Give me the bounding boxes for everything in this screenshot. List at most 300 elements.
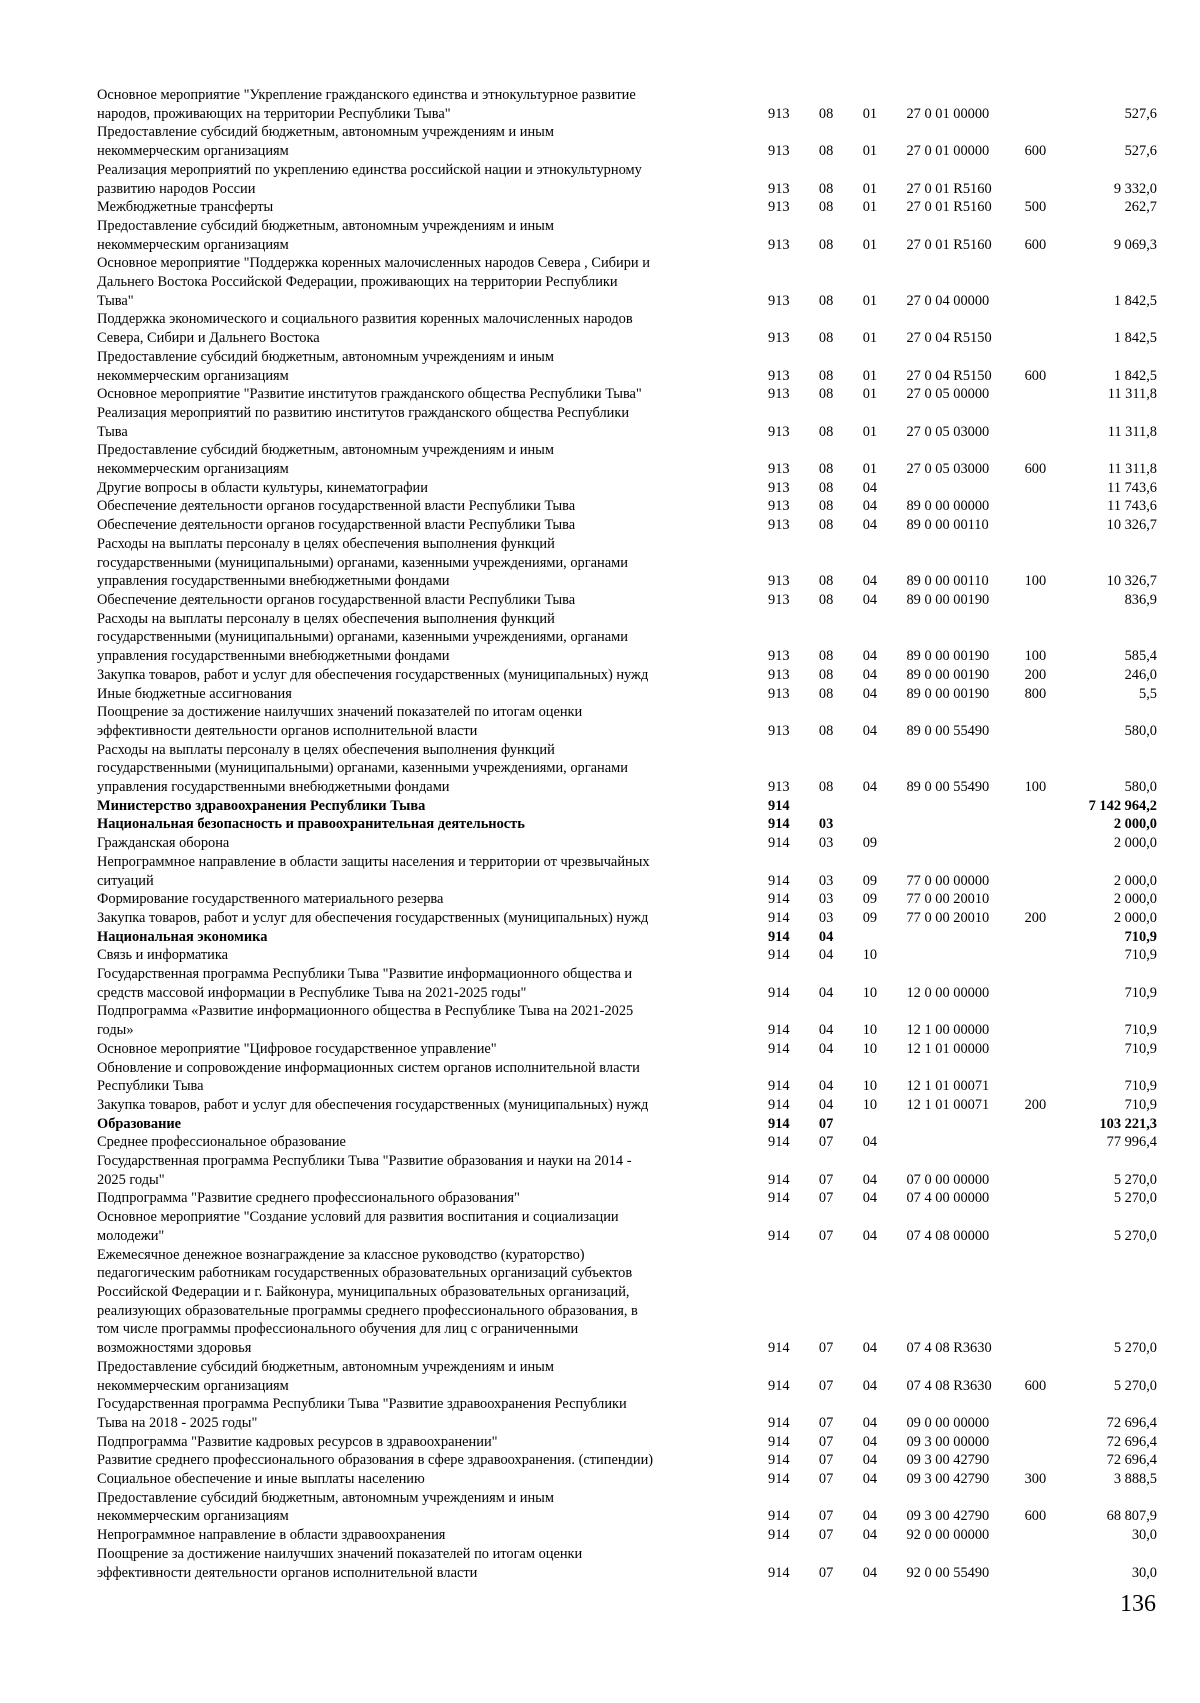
amount: 30,0	[1131, 1527, 1157, 1544]
subsection-code: 04	[862, 1414, 878, 1431]
table-row	[97, 497, 1157, 516]
table-row	[97, 1358, 1157, 1395]
row-name	[97, 1470, 768, 1489]
ministry-code: 913	[768, 105, 790, 122]
amount: 5 270,0	[1113, 1377, 1157, 1394]
expense-type-code	[1025, 1115, 1066, 1134]
amount: 72 696,4	[1106, 1452, 1157, 1469]
row-name	[97, 1152, 768, 1189]
table-row	[97, 666, 1157, 685]
row-name-line: Дальнего Востока Российской Федерации, проживающих на территории Республики	[97, 274, 618, 291]
ministry-code: 914	[768, 872, 790, 889]
row-name-line: Основное мероприятие "Укрепление гражданского единства и этнокультурное развитие	[97, 87, 636, 103]
ministry-code: 913	[768, 479, 790, 496]
ministry-code: 913	[768, 292, 790, 309]
subsection-code: 04	[862, 666, 878, 683]
section-code: 04	[818, 984, 834, 1001]
subsection-code: 01	[862, 236, 878, 253]
amount: 710,9	[1124, 947, 1157, 964]
row-name	[97, 1526, 768, 1545]
row-name	[97, 1189, 768, 1208]
row-name	[97, 1451, 768, 1470]
row-name-line: Предоставление субсидий бюджетным, автономным учреждениям и иным	[97, 124, 554, 141]
row-name-line: Ежемесячное денежное вознаграждение за классное руководство (кураторство)	[97, 1246, 585, 1263]
table-row	[97, 404, 1157, 441]
row-name-line: управления государственными внебюджетными фондами	[97, 573, 450, 590]
expense-type-code: 600	[1024, 236, 1047, 253]
table-row	[97, 797, 1157, 816]
section-code: 04	[818, 1078, 834, 1095]
row-name-line: Развитие среднего профессионального образования в сфере здравоохранения. (стипендии)	[97, 1452, 654, 1469]
ministry-code: 913	[768, 498, 790, 515]
amount: 580,0	[1124, 722, 1157, 739]
amount: 5 270,0	[1113, 1171, 1157, 1188]
target-article-code: 12 1 00 00000	[906, 1022, 990, 1039]
amount: 710,9	[1124, 984, 1157, 1001]
ministry-code: 913	[768, 199, 790, 216]
ministry-code: 914	[768, 1508, 790, 1525]
target-article-code: 89 0 00 00110	[906, 573, 989, 590]
expense-type-code	[1025, 928, 1066, 947]
amount: 2 000,0	[1113, 835, 1157, 852]
section-code: 08	[818, 666, 834, 683]
expense-type-code	[1025, 1246, 1066, 1358]
expense-type-code: 600	[1024, 461, 1047, 478]
row-name	[97, 591, 768, 610]
row-name-line: Подпрограмма "Развитие кадровых ресурсов в здравоохранении"	[97, 1433, 498, 1450]
ministry-code: 914	[768, 1078, 790, 1095]
amount: 5,5	[1139, 685, 1157, 702]
row-name-line: Другие вопросы в области культуры, кинематографии	[97, 479, 428, 496]
amount: 246,0	[1124, 666, 1157, 683]
row-name	[97, 348, 768, 385]
section-code: 04	[818, 928, 834, 945]
expense-type-code	[1025, 1526, 1066, 1545]
subsection-code: 04	[862, 1564, 878, 1581]
target-article-code	[906, 834, 1024, 853]
ministry-code: 914	[768, 797, 790, 814]
ministry-code: 914	[768, 1564, 790, 1581]
table-row	[97, 385, 1157, 404]
row-name-line: Основное мероприятие "Поддержка коренных малочисленных народов Севера , Сибири и	[97, 255, 650, 272]
row-name-line: Предоставление субсидий бюджетным, автономным учреждениям и иным	[97, 1489, 554, 1506]
amount: 11 743,6	[1107, 479, 1157, 496]
budget-table	[97, 86, 1157, 1582]
section-code: 08	[818, 367, 834, 384]
amount: 710,9	[1124, 1078, 1157, 1095]
expense-type-code	[1025, 497, 1066, 516]
row-name	[97, 123, 768, 160]
row-name-line: Государственная программа Республики Тыва "Развитие информационного общества и	[97, 966, 633, 983]
amount: 527,6	[1124, 143, 1157, 160]
section-code: 04	[818, 1022, 834, 1039]
row-name-line: Основное мероприятие "Цифровое государственное управление"	[97, 1040, 497, 1057]
ministry-code: 913	[768, 648, 790, 665]
row-name	[97, 404, 768, 441]
section-code: 04	[818, 1096, 834, 1113]
expense-type-code	[1025, 516, 1066, 535]
table-row	[97, 1059, 1157, 1096]
expense-type-code: 200	[1024, 666, 1047, 683]
expense-type-code	[1025, 1208, 1066, 1245]
amount: 72 696,4	[1106, 1433, 1157, 1450]
target-article-code	[906, 1115, 1024, 1134]
expense-type-code: 300	[1024, 1471, 1047, 1488]
ministry-code: 914	[768, 1527, 790, 1544]
row-name-line: Основное мероприятие "Развитие институтов гражданского общества Республики Тыва"	[97, 386, 642, 403]
table-row	[97, 217, 1157, 254]
row-name-line: реализующих образовательные программы среднего профессионального образования, в	[97, 1302, 638, 1319]
row-name-line: Министерство здравоохранения Республики Тыва	[97, 797, 426, 814]
amount: 7 142 964,2	[1088, 797, 1157, 814]
subsection-code: 09	[862, 872, 878, 889]
subsection-code: 01	[862, 461, 878, 478]
row-name-line: народов, проживающих на территории Республики Тыва"	[97, 105, 451, 122]
expense-type-code	[1025, 965, 1066, 1002]
subsection-code: 04	[862, 1171, 878, 1188]
section-code	[819, 797, 863, 816]
amount: 580,0	[1124, 779, 1157, 796]
ministry-code: 914	[768, 947, 790, 964]
ministry-code: 914	[768, 1096, 790, 1113]
row-name-line: Закупка товаров, работ и услуг для обеспечения государственных (муниципальных) нужд	[97, 1096, 649, 1113]
row-name-line: Связь и информатика	[97, 947, 229, 964]
row-name-line: некоммерческим организациям	[97, 143, 289, 160]
row-name	[97, 1115, 768, 1134]
expense-type-code	[1025, 1059, 1066, 1096]
row-name-line: Тыва"	[97, 292, 134, 309]
amount: 836,9	[1124, 591, 1157, 608]
subsection-code: 04	[862, 1527, 878, 1544]
row-name	[97, 1358, 768, 1395]
target-article-code: 27 0 04 00000	[906, 292, 990, 309]
subsection-code: 09	[862, 835, 878, 852]
expense-type-code	[1025, 834, 1066, 853]
table-row	[97, 254, 1157, 310]
subsection-code: 04	[862, 648, 878, 665]
target-article-code: 92 0 00 55490	[906, 1564, 990, 1581]
amount: 2 000,0	[1113, 909, 1157, 926]
amount: 11 311,8	[1107, 461, 1157, 478]
row-name	[97, 928, 768, 947]
table-row	[97, 928, 1157, 947]
target-article-code: 92 0 00 00000	[906, 1527, 990, 1544]
table-row	[97, 479, 1157, 498]
target-article-code	[906, 928, 1024, 947]
subsection-code: 04	[862, 1134, 878, 1151]
target-article-code: 89 0 00 00190	[906, 666, 990, 683]
row-name-line: Российской Федерации и г. Байконура, муниципальных образовательных организаций,	[97, 1284, 630, 1300]
table-row	[97, 516, 1157, 535]
row-name	[97, 853, 768, 890]
expense-type-code	[1025, 161, 1066, 198]
row-name-line: управления государственными внебюджетными фондами	[97, 779, 450, 796]
amount: 710,9	[1124, 1040, 1157, 1057]
row-name-line: Государственная программа Республики Тыва "Развитие здравоохранения Республики	[97, 1396, 627, 1413]
ministry-code: 913	[768, 591, 790, 608]
subsection-code: 10	[862, 1096, 878, 1113]
row-name	[97, 217, 768, 254]
target-article-code	[906, 815, 1024, 834]
row-name	[97, 161, 768, 198]
ministry-code: 914	[768, 1190, 790, 1207]
section-code: 08	[818, 722, 834, 739]
subsection-code: 01	[862, 180, 878, 197]
target-article-code: 27 0 05 03000	[906, 423, 990, 440]
subsection-code: 01	[862, 143, 878, 160]
section-code: 08	[818, 685, 834, 702]
table-row	[97, 1395, 1157, 1432]
expense-type-code	[1025, 591, 1066, 610]
amount: 585,4	[1124, 648, 1157, 665]
row-name-line: ситуаций	[97, 872, 154, 889]
subsection-code	[863, 1115, 907, 1134]
row-name-line: Предоставление субсидий бюджетным, автономным учреждениям и иным	[97, 1358, 554, 1375]
row-name-line: некоммерческим организациям	[97, 1508, 289, 1525]
row-name	[97, 1395, 768, 1432]
row-name	[97, 703, 768, 740]
expense-type-code	[1025, 385, 1066, 404]
row-name-line: Расходы на выплаты персоналу в целях обеспечения выполнения функций	[97, 741, 555, 758]
row-name-line: Образование	[97, 1115, 182, 1132]
target-article-code: 27 0 01 R5160	[906, 180, 992, 197]
target-article-code: 27 0 05 00000	[906, 386, 990, 403]
row-name-line: Поощрение за достижение наилучших значений показателей по итогам оценки	[97, 1545, 583, 1562]
table-row	[97, 946, 1157, 965]
row-name	[97, 385, 768, 404]
table-row	[97, 610, 1157, 666]
table-row	[97, 965, 1157, 1002]
expense-type-code: 100	[1024, 573, 1047, 590]
amount: 11 743,6	[1107, 498, 1157, 515]
section-code: 07	[818, 1527, 834, 1544]
subsection-code: 04	[862, 591, 878, 608]
expense-type-code	[1025, 815, 1066, 834]
section-code: 03	[818, 891, 834, 908]
amount: 3 888,5	[1113, 1471, 1157, 1488]
row-name	[97, 1208, 768, 1245]
row-name	[97, 441, 768, 478]
amount: 10 326,7	[1106, 517, 1157, 534]
table-row	[97, 591, 1157, 610]
subsection-code	[863, 815, 907, 834]
row-name-line: некоммерческим организациям	[97, 1377, 289, 1394]
ministry-code: 913	[768, 143, 790, 160]
row-name-line: Формирование государственного материального резерва	[97, 891, 444, 908]
row-name	[97, 497, 768, 516]
expense-type-code	[1025, 1433, 1066, 1452]
target-article-code: 89 0 00 00110	[906, 517, 989, 534]
target-article-code	[906, 946, 1024, 965]
target-article-code: 89 0 00 00190	[906, 591, 990, 608]
subsection-code: 04	[862, 1452, 878, 1469]
row-name	[97, 797, 768, 816]
amount: 30,0	[1131, 1564, 1157, 1581]
table-row	[97, 348, 1157, 385]
target-article-code: 27 0 04 R5150	[906, 367, 992, 384]
row-name	[97, 535, 768, 591]
subsection-code: 01	[862, 367, 878, 384]
subsection-code: 01	[862, 386, 878, 403]
subsection-code: 01	[862, 423, 878, 440]
row-name	[97, 1433, 768, 1452]
row-name-line: эффективности деятельности органов исполнительной власти	[97, 722, 478, 739]
target-article-code: 77 0 00 20010	[906, 891, 990, 908]
target-article-code: 09 3 00 42790	[906, 1508, 990, 1525]
ministry-code: 914	[768, 891, 790, 908]
expense-type-code	[1025, 86, 1066, 123]
ministry-code: 913	[768, 666, 790, 683]
ministry-code: 914	[768, 928, 790, 945]
amount: 1 842,5	[1113, 367, 1157, 384]
target-article-code: 07 4 08 R3630	[906, 1340, 992, 1357]
section-code: 08	[818, 479, 834, 496]
row-name-line: Основное мероприятие "Создание условий для развития воспитания и социализации	[97, 1209, 619, 1226]
target-article-code: 27 0 05 03000	[906, 461, 990, 478]
amount: 5 270,0	[1113, 1227, 1157, 1244]
section-code: 07	[818, 1340, 834, 1357]
section-code: 08	[818, 292, 834, 309]
row-name-line: Подпрограмма «Развитие информационного общества в Республике Тыва на 2021-2025	[97, 1003, 634, 1020]
row-name-line: Реализация мероприятий по развитию институтов гражданского общества Республики	[97, 404, 630, 421]
ministry-code: 913	[768, 779, 790, 796]
row-name-line: государственными (муниципальными) органами, казенными учреждениями, органами	[97, 629, 628, 646]
target-article-code: 09 3 00 42790	[906, 1471, 990, 1488]
section-code: 07	[818, 1377, 834, 1394]
row-name-line: Государственная программа Республики Тыва "Развитие образования и науки на 2014 -	[97, 1153, 632, 1170]
amount: 5 270,0	[1113, 1190, 1157, 1207]
section-code: 07	[818, 1115, 834, 1132]
row-name	[97, 946, 768, 965]
row-name	[97, 1133, 768, 1152]
subsection-code: 04	[862, 722, 878, 739]
target-article-code: 12 0 00 00000	[906, 984, 990, 1001]
ministry-code: 914	[768, 1115, 790, 1132]
amount: 68 807,9	[1106, 1508, 1157, 1525]
expense-type-code	[1025, 310, 1066, 347]
table-row	[97, 1470, 1157, 1489]
amount: 11 311,8	[1107, 423, 1157, 440]
ministry-code: 914	[768, 984, 790, 1001]
expense-type-code: 600	[1024, 1377, 1047, 1394]
table-row	[97, 1433, 1157, 1452]
row-name	[97, 1096, 768, 1115]
table-row	[97, 198, 1157, 217]
section-code: 07	[818, 1564, 834, 1581]
ministry-code: 913	[768, 180, 790, 197]
row-name	[97, 1246, 768, 1358]
expense-type-code: 600	[1024, 1508, 1047, 1525]
subsection-code: 10	[862, 984, 878, 1001]
row-name	[97, 1545, 768, 1582]
expense-type-code: 100	[1024, 779, 1047, 796]
amount: 77 996,4	[1106, 1134, 1157, 1151]
ministry-code: 914	[768, 909, 790, 926]
row-name-line: развитию народов России	[97, 180, 256, 197]
amount: 710,9	[1124, 1022, 1157, 1039]
row-name-line: эффективности деятельности органов исполнительной власти	[97, 1564, 478, 1581]
section-code: 08	[818, 386, 834, 403]
table-row	[97, 741, 1157, 797]
target-article-code: 77 0 00 20010	[906, 909, 990, 926]
table-row	[97, 1096, 1157, 1115]
subsection-code: 10	[862, 1040, 878, 1057]
expense-type-code	[1025, 1152, 1066, 1189]
row-name-line: возможностями здоровья	[97, 1340, 252, 1357]
expense-type-code: 200	[1024, 909, 1047, 926]
row-name	[97, 815, 768, 834]
row-name-line: Расходы на выплаты персоналу в целях обеспечения выполнения функций	[97, 535, 555, 552]
target-article-code: 89 0 00 00190	[906, 648, 990, 665]
ministry-code: 913	[768, 722, 790, 739]
target-article-code: 89 0 00 55490	[906, 722, 990, 739]
subsection-code	[863, 797, 907, 816]
section-code: 08	[818, 236, 834, 253]
subsection-code: 10	[862, 1022, 878, 1039]
row-name	[97, 1002, 768, 1039]
table-row	[97, 1208, 1157, 1245]
target-article-code	[906, 479, 1024, 498]
section-code: 08	[818, 573, 834, 590]
expense-type-code: 500	[1024, 199, 1047, 216]
row-name	[97, 86, 768, 123]
table-row	[97, 1002, 1157, 1039]
amount: 72 696,4	[1106, 1414, 1157, 1431]
row-name-line: Иные бюджетные ассигнования	[97, 685, 292, 702]
row-name-line: годы»	[97, 1022, 134, 1039]
row-name	[97, 965, 768, 1002]
subsection-code: 04	[862, 498, 878, 515]
subsection-code: 01	[862, 292, 878, 309]
row-name	[97, 890, 768, 909]
table-row	[97, 123, 1157, 160]
expense-type-code	[1025, 946, 1066, 965]
target-article-code: 77 0 00 00000	[906, 872, 990, 889]
ministry-code: 913	[768, 423, 790, 440]
amount: 103 221,3	[1099, 1115, 1157, 1132]
section-code: 07	[818, 1227, 834, 1244]
amount: 527,6	[1124, 105, 1157, 122]
target-article-code: 27 0 04 R5150	[906, 330, 992, 347]
amount: 9 332,0	[1113, 180, 1157, 197]
table-row	[97, 834, 1157, 853]
expense-type-code	[1025, 853, 1066, 890]
ministry-code: 914	[768, 1340, 790, 1357]
ministry-code: 913	[768, 517, 790, 534]
target-article-code: 89 0 00 55490	[906, 779, 990, 796]
row-name-line: Подпрограмма "Развитие среднего профессионального образования"	[97, 1190, 520, 1207]
amount: 262,7	[1124, 199, 1157, 216]
budget-table-body	[97, 86, 1157, 1582]
ministry-code: 913	[768, 461, 790, 478]
row-name-line: Предоставление субсидий бюджетным, автономным учреждениям и иным	[97, 348, 554, 365]
ministry-code: 914	[768, 1227, 790, 1244]
target-article-code: 12 1 01 00071	[906, 1096, 990, 1113]
row-name-line: Тыва	[97, 423, 128, 440]
page-number: 136	[1120, 1591, 1156, 1617]
row-name	[97, 909, 768, 928]
row-name	[97, 685, 768, 704]
section-code: 03	[818, 872, 834, 889]
row-name-line: управления государственными внебюджетными фондами	[97, 648, 450, 665]
row-name-line: Гражданская оборона	[97, 835, 230, 852]
subsection-code: 04	[862, 685, 878, 702]
subsection-code: 09	[862, 909, 878, 926]
ministry-code: 913	[768, 386, 790, 403]
amount: 2 000,0	[1113, 891, 1157, 908]
table-row	[97, 815, 1157, 834]
row-name	[97, 1040, 768, 1059]
